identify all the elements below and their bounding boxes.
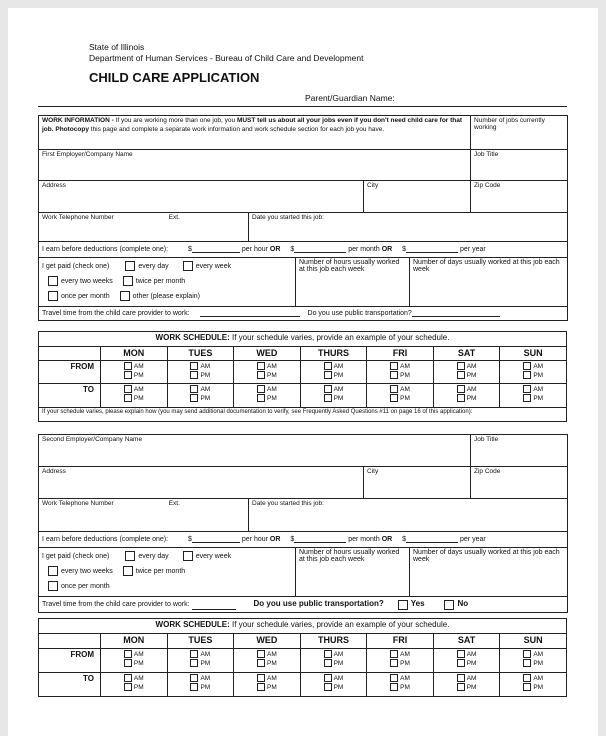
schedule-time-cell[interactable] bbox=[167, 361, 234, 384]
am-label: AM bbox=[400, 386, 410, 393]
schedule-time-cell[interactable] bbox=[367, 649, 434, 673]
every-two-weeks-checkbox-2[interactable] bbox=[48, 566, 58, 576]
am-checkbox[interactable] bbox=[457, 674, 465, 682]
am-pm-choice bbox=[190, 650, 210, 668]
am-label: AM bbox=[333, 675, 344, 682]
am-checkbox[interactable] bbox=[523, 650, 531, 658]
pm-label: PM bbox=[466, 684, 477, 691]
am-pm-choice bbox=[457, 674, 477, 692]
am-pm-choice bbox=[124, 650, 144, 668]
am-checkbox[interactable] bbox=[124, 362, 132, 370]
every-day-checkbox[interactable] bbox=[125, 261, 135, 271]
day-header: SAT bbox=[433, 634, 500, 649]
parent-guardian-line[interactable] bbox=[38, 106, 567, 107]
am-checkbox[interactable] bbox=[257, 650, 265, 658]
pm-label: PM bbox=[533, 684, 544, 691]
am-pm-choice bbox=[457, 650, 477, 668]
pm-checkbox[interactable] bbox=[457, 371, 465, 379]
public-transport-no-checkbox[interactable] bbox=[444, 600, 454, 610]
other-checkbox[interactable] bbox=[120, 291, 130, 301]
am-checkbox[interactable] bbox=[190, 674, 198, 682]
travel-time-input-2[interactable] bbox=[192, 609, 236, 610]
address-field-2[interactable]: Address bbox=[39, 467, 364, 499]
am-pm-choice bbox=[190, 674, 210, 692]
am-label: AM bbox=[333, 386, 344, 393]
am-label: AM bbox=[133, 651, 144, 658]
schedule-time-cell[interactable] bbox=[367, 384, 434, 408]
zip-field-2[interactable]: Zip Code bbox=[471, 467, 568, 499]
day-header: SAT bbox=[433, 347, 500, 361]
day-header: THURS bbox=[300, 347, 367, 361]
first-work-schedule bbox=[38, 331, 567, 422]
am-pm-choice bbox=[124, 385, 144, 403]
pm-label: PM bbox=[133, 395, 144, 402]
city-field-2[interactable]: City bbox=[364, 467, 471, 499]
pm-label: PM bbox=[200, 395, 211, 402]
am-checkbox[interactable] bbox=[457, 362, 465, 370]
pm-label: PM bbox=[133, 684, 144, 691]
am-label: AM bbox=[267, 675, 277, 682]
hours-per-week-field-2[interactable]: Number of hours usually worked at this job each week bbox=[296, 548, 410, 597]
pm-label: PM bbox=[267, 372, 277, 379]
am-label: AM bbox=[400, 363, 410, 370]
every-two-weeks-checkbox[interactable] bbox=[48, 276, 58, 286]
pm-checkbox[interactable] bbox=[390, 683, 398, 691]
monthly-wage-input-2[interactable] bbox=[294, 542, 346, 543]
hourly-wage-input[interactable] bbox=[192, 252, 240, 253]
department-heading: Department of Human Services - Bureau of Child Care and Development bbox=[89, 53, 364, 63]
work-information-note: WORK INFORMATION - If you are working more than one job, you MUST tell us about all your jobs even if you don't need child care for that job. Photocopy this page and complete a separate work information and work schedule section for each job you have. bbox=[39, 116, 471, 150]
pm-label: PM bbox=[200, 372, 211, 379]
pm-checkbox[interactable] bbox=[324, 683, 332, 691]
schedule-time-cell[interactable] bbox=[300, 673, 367, 697]
travel-row: Travel time from the child care provider to work: Do you use public transportation? bbox=[39, 307, 568, 321]
pm-checkbox[interactable] bbox=[190, 394, 198, 402]
from-label: FROM bbox=[39, 649, 101, 673]
am-label: AM bbox=[333, 363, 344, 370]
am-pm-choice bbox=[457, 362, 477, 380]
schedule-time-cell[interactable] bbox=[101, 361, 168, 384]
work-phone-field[interactable]: Work Telephone Number Ext. bbox=[39, 213, 249, 242]
am-pm-choice bbox=[457, 385, 477, 403]
second-employer-section bbox=[38, 434, 568, 613]
schedule-time-cell[interactable] bbox=[500, 384, 567, 408]
work-phone-field-2[interactable]: Work Telephone Number Ext. bbox=[39, 499, 249, 532]
schedule-time-cell[interactable] bbox=[500, 673, 567, 697]
am-checkbox[interactable] bbox=[390, 650, 398, 658]
schedule-day-row bbox=[39, 347, 567, 361]
pm-checkbox[interactable] bbox=[324, 394, 332, 402]
schedule-time-cell[interactable] bbox=[167, 673, 234, 697]
am-pm-choice bbox=[390, 650, 410, 668]
pm-checkbox[interactable] bbox=[257, 394, 265, 402]
hours-per-week-field[interactable]: Number of hours usually worked at this job each week bbox=[296, 258, 410, 307]
am-label: AM bbox=[267, 363, 277, 370]
am-pm-choice bbox=[190, 385, 210, 403]
schedule-time-cell[interactable] bbox=[101, 673, 168, 697]
pm-label: PM bbox=[400, 395, 410, 402]
city-field[interactable]: City bbox=[364, 181, 471, 213]
am-label: AM bbox=[133, 386, 144, 393]
pm-label: PM bbox=[267, 684, 277, 691]
am-pm-choice bbox=[257, 650, 277, 668]
schedule-time-cell[interactable] bbox=[101, 384, 168, 408]
am-checkbox[interactable] bbox=[523, 674, 531, 682]
schedule-from-row bbox=[39, 361, 567, 384]
day-header: WED bbox=[234, 634, 301, 649]
am-checkbox[interactable] bbox=[124, 650, 132, 658]
pm-label: PM bbox=[133, 372, 144, 379]
pm-checkbox[interactable] bbox=[390, 659, 398, 667]
am-pm-choice bbox=[523, 650, 543, 668]
yearly-wage-input-2[interactable] bbox=[406, 542, 458, 543]
schedule-heading: WORK SCHEDULE: If your schedule varies, provide an example of your schedule. bbox=[39, 332, 567, 347]
am-pm-choice bbox=[324, 362, 344, 380]
schedule-varies-note[interactable]: If your schedule varies, please explain how (you may send additional documentation to verify, see Frequently Asked Questions #11 on page 16 of this application): bbox=[39, 408, 567, 422]
am-pm-choice bbox=[190, 362, 210, 380]
am-label: AM bbox=[133, 363, 144, 370]
pm-label: PM bbox=[133, 660, 144, 667]
schedule-time-cell[interactable] bbox=[300, 361, 367, 384]
am-checkbox[interactable] bbox=[324, 650, 332, 658]
pm-checkbox[interactable] bbox=[190, 659, 198, 667]
schedule-time-cell[interactable] bbox=[234, 361, 301, 384]
pay-frequency-group: I get paid (check one) every day every week every two weeks twice per month once per month other (please explain) bbox=[39, 258, 296, 307]
am-checkbox[interactable] bbox=[457, 650, 465, 658]
day-header: MON bbox=[101, 347, 168, 361]
schedule-to-row bbox=[39, 384, 567, 408]
am-label: AM bbox=[267, 651, 277, 658]
am-label: AM bbox=[200, 386, 211, 393]
schedule-time-cell[interactable] bbox=[234, 384, 301, 408]
am-checkbox[interactable] bbox=[124, 385, 132, 393]
am-checkbox[interactable] bbox=[390, 385, 398, 393]
schedule-time-cell[interactable] bbox=[433, 384, 500, 408]
am-pm-choice bbox=[523, 362, 543, 380]
am-checkbox[interactable] bbox=[257, 385, 265, 393]
am-checkbox[interactable] bbox=[190, 362, 198, 370]
pm-checkbox[interactable] bbox=[390, 394, 398, 402]
schedule-time-cell[interactable] bbox=[367, 673, 434, 697]
pm-checkbox[interactable] bbox=[124, 659, 132, 667]
am-checkbox[interactable] bbox=[324, 362, 332, 370]
days-per-week-field[interactable]: Number of days usually worked at this job each week bbox=[410, 258, 568, 307]
pm-label: PM bbox=[333, 372, 344, 379]
pm-label: PM bbox=[466, 660, 477, 667]
am-label: AM bbox=[200, 363, 211, 370]
am-label: AM bbox=[133, 675, 144, 682]
day-header: WED bbox=[234, 347, 301, 361]
pm-label: PM bbox=[267, 395, 277, 402]
every-day-checkbox-2[interactable] bbox=[125, 551, 135, 561]
first-employer-section bbox=[38, 115, 568, 321]
am-label: AM bbox=[533, 363, 544, 370]
from-label: FROM bbox=[39, 361, 101, 384]
schedule-time-cell[interactable] bbox=[433, 673, 500, 697]
pm-label: PM bbox=[400, 372, 410, 379]
pm-label: PM bbox=[533, 395, 544, 402]
am-pm-choice bbox=[124, 362, 144, 380]
am-checkbox[interactable] bbox=[124, 674, 132, 682]
parent-guardian-label: Parent/Guardian Name: bbox=[305, 93, 395, 103]
schedule-time-cell[interactable] bbox=[167, 384, 234, 408]
travel-time-input[interactable] bbox=[200, 316, 300, 317]
day-header: TUES bbox=[167, 634, 234, 649]
am-label: AM bbox=[533, 386, 544, 393]
twice-per-month-checkbox-2[interactable] bbox=[123, 566, 133, 576]
pm-checkbox[interactable] bbox=[324, 659, 332, 667]
pm-label: PM bbox=[267, 660, 277, 667]
twice-per-month-checkbox[interactable] bbox=[123, 276, 133, 286]
schedule-heading-2: WORK SCHEDULE: If your schedule varies, provide an example of your schedule. bbox=[39, 619, 567, 634]
day-header: THURS bbox=[300, 634, 367, 649]
monthly-wage-input[interactable] bbox=[294, 252, 346, 253]
every-week-checkbox-2[interactable] bbox=[183, 551, 193, 561]
schedule-time-cell[interactable] bbox=[300, 649, 367, 673]
am-checkbox[interactable] bbox=[390, 362, 398, 370]
am-checkbox[interactable] bbox=[324, 385, 332, 393]
pm-label: PM bbox=[400, 684, 410, 691]
am-checkbox[interactable] bbox=[523, 362, 531, 370]
zip-field[interactable]: Zip Code bbox=[471, 181, 568, 213]
pm-checkbox[interactable] bbox=[190, 371, 198, 379]
day-header: SUN bbox=[500, 347, 567, 361]
date-started-field[interactable]: Date you started this job: bbox=[249, 213, 568, 242]
schedule-day-row-2 bbox=[39, 634, 567, 649]
pm-checkbox[interactable] bbox=[257, 683, 265, 691]
pm-label: PM bbox=[466, 395, 477, 402]
day-header: SUN bbox=[500, 634, 567, 649]
pm-label: PM bbox=[333, 660, 344, 667]
am-pm-choice bbox=[390, 362, 410, 380]
pm-label: PM bbox=[200, 660, 211, 667]
pm-checkbox[interactable] bbox=[190, 683, 198, 691]
schedule-time-cell[interactable] bbox=[433, 649, 500, 673]
pm-checkbox[interactable] bbox=[124, 683, 132, 691]
day-header: FRI bbox=[367, 634, 434, 649]
am-pm-choice bbox=[523, 674, 543, 692]
pm-label: PM bbox=[466, 372, 477, 379]
schedule-time-cell[interactable] bbox=[500, 361, 567, 384]
pm-checkbox[interactable] bbox=[457, 394, 465, 402]
pm-label: PM bbox=[333, 395, 344, 402]
jobs-count-field[interactable]: Number of jobs currently working bbox=[471, 116, 568, 150]
am-pm-choice bbox=[390, 674, 410, 692]
earnings-row-2: I earn before deductions (complete one): $ per hour OR $ per month OR $ per year bbox=[39, 532, 568, 548]
am-checkbox[interactable] bbox=[257, 674, 265, 682]
pm-checkbox[interactable] bbox=[523, 659, 531, 667]
once-per-month-checkbox[interactable] bbox=[48, 291, 58, 301]
schedule-time-cell[interactable] bbox=[234, 649, 301, 673]
am-label: AM bbox=[533, 675, 544, 682]
am-checkbox[interactable] bbox=[190, 650, 198, 658]
am-label: AM bbox=[400, 675, 410, 682]
pm-label: PM bbox=[333, 684, 344, 691]
am-label: AM bbox=[466, 675, 477, 682]
to-label: TO bbox=[39, 673, 101, 697]
am-pm-choice bbox=[124, 674, 144, 692]
pay-frequency-group-2: I get paid (check one) every day every week every two weeks twice per month once per month bbox=[39, 548, 296, 597]
am-checkbox[interactable] bbox=[190, 385, 198, 393]
schedule-time-cell[interactable] bbox=[433, 361, 500, 384]
am-pm-choice bbox=[324, 674, 344, 692]
am-label: AM bbox=[200, 651, 211, 658]
am-checkbox[interactable] bbox=[324, 674, 332, 682]
first-employer-field[interactable]: First Employer/Company Name bbox=[39, 150, 471, 181]
day-header: FRI bbox=[367, 347, 434, 361]
every-week-checkbox[interactable] bbox=[183, 261, 193, 271]
schedule-time-cell[interactable] bbox=[234, 673, 301, 697]
schedule-to-row-2 bbox=[39, 673, 567, 697]
date-started-field-2[interactable]: Date you started this job: bbox=[249, 499, 568, 532]
once-per-month-checkbox-2[interactable] bbox=[48, 581, 58, 591]
pm-checkbox[interactable] bbox=[257, 371, 265, 379]
pm-checkbox[interactable] bbox=[457, 683, 465, 691]
hourly-wage-input-2[interactable] bbox=[192, 542, 240, 543]
am-pm-choice bbox=[324, 650, 344, 668]
am-checkbox[interactable] bbox=[523, 385, 531, 393]
earnings-row: I earn before deductions (complete one): $ per hour OR $ per month OR $ per year bbox=[39, 242, 568, 258]
schedule-time-cell[interactable] bbox=[167, 649, 234, 673]
second-work-schedule bbox=[38, 618, 567, 697]
am-label: AM bbox=[466, 363, 477, 370]
schedule-time-cell[interactable] bbox=[101, 649, 168, 673]
job-title-field[interactable]: Job Title bbox=[471, 150, 568, 181]
public-transport-input[interactable] bbox=[412, 316, 500, 317]
pm-checkbox[interactable] bbox=[523, 371, 531, 379]
day-header: TUES bbox=[167, 347, 234, 361]
schedule-time-cell[interactable] bbox=[367, 361, 434, 384]
am-label: AM bbox=[466, 386, 477, 393]
page-title: CHILD CARE APPLICATION bbox=[89, 70, 260, 85]
state-heading: State of Illinois bbox=[89, 42, 145, 52]
schedule-time-cell[interactable] bbox=[500, 649, 567, 673]
am-pm-choice bbox=[257, 362, 277, 380]
am-pm-choice bbox=[257, 674, 277, 692]
pm-label: PM bbox=[400, 660, 410, 667]
pm-checkbox[interactable] bbox=[257, 659, 265, 667]
yearly-wage-input[interactable] bbox=[406, 252, 458, 253]
pm-checkbox[interactable] bbox=[523, 394, 531, 402]
schedule-time-cell[interactable] bbox=[300, 384, 367, 408]
am-label: AM bbox=[200, 675, 211, 682]
pm-checkbox[interactable] bbox=[523, 683, 531, 691]
second-employer-field[interactable]: Second Employer/Company Name bbox=[39, 435, 471, 467]
pm-checkbox[interactable] bbox=[390, 371, 398, 379]
job-title-field-2[interactable]: Job Title bbox=[471, 435, 568, 467]
am-label: AM bbox=[533, 651, 544, 658]
pm-checkbox[interactable] bbox=[457, 659, 465, 667]
day-header: MON bbox=[101, 634, 168, 649]
am-label: AM bbox=[400, 651, 410, 658]
pm-label: PM bbox=[533, 660, 544, 667]
am-checkbox[interactable] bbox=[457, 385, 465, 393]
pm-checkbox[interactable] bbox=[324, 371, 332, 379]
pm-checkbox[interactable] bbox=[124, 371, 132, 379]
am-label: AM bbox=[267, 386, 277, 393]
public-transport-yes-checkbox[interactable] bbox=[398, 600, 408, 610]
am-label: AM bbox=[466, 651, 477, 658]
address-field[interactable]: Address bbox=[39, 181, 364, 213]
am-pm-choice bbox=[523, 385, 543, 403]
pm-label: PM bbox=[533, 372, 544, 379]
am-pm-choice bbox=[324, 385, 344, 403]
pm-checkbox[interactable] bbox=[124, 394, 132, 402]
am-label: AM bbox=[333, 651, 344, 658]
days-per-week-field-2[interactable]: Number of days usually worked at this job each week bbox=[410, 548, 568, 597]
am-pm-choice bbox=[390, 385, 410, 403]
travel-row-2: Travel time from the child care provider to work: Do you use public transportation? Yes No bbox=[39, 597, 568, 613]
am-checkbox[interactable] bbox=[257, 362, 265, 370]
am-pm-choice bbox=[257, 385, 277, 403]
am-checkbox[interactable] bbox=[390, 674, 398, 682]
to-label: TO bbox=[39, 384, 101, 408]
pm-label: PM bbox=[200, 684, 211, 691]
schedule-from-row-2 bbox=[39, 649, 567, 673]
